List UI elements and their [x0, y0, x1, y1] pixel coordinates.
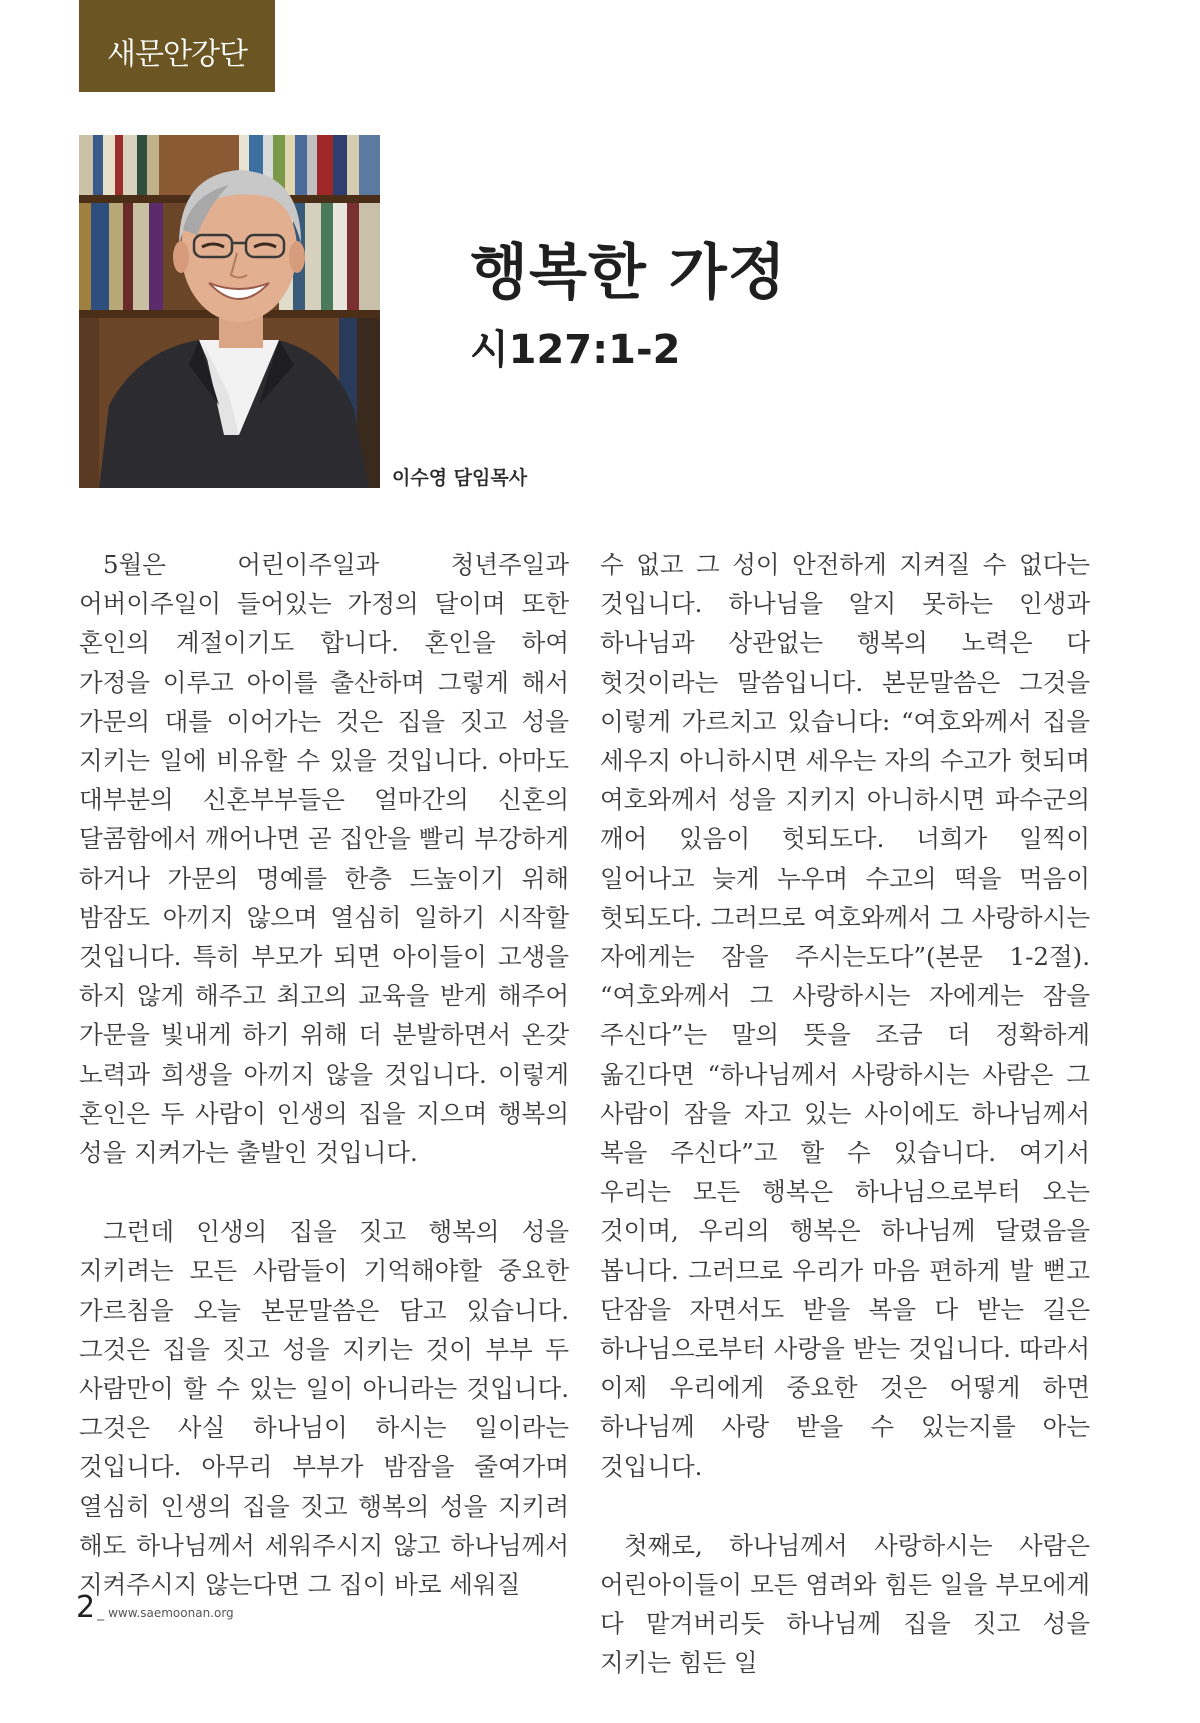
section-label: 새문안강단: [107, 37, 247, 72]
body-paragraph: 5월은 어린이주일과 청년주일과 어버이주일이 들어있는 가정의 달이며 또한 혼인의 계절이기도 합니다. 혼인을 하여 가정을 이루고 아이를 출산하며 그렇게 해서 가문의 대를 이어가는 것은 집을 짓고 성을 지키는 일에 비유할 수 있을 것입니다. 아마도 대부분의 신혼부부들은 얼마간의 신혼의 달콤함에서 깨어나면 곧 집안을 빨리 부강하게 하거나 가문의 명예를 한층 드높이기 위해 밤잠도 아끼지 않으며 열심히 일하기 시작할 것입니다. 특히 부모가 되면 아이들이 고생을 하지 않게 해주고 최고의 교육을 받게 해주어 가문을 빛내게 하기 위해 더 분발하면서 온갖 노력과 희생을 아끼지 않을 것입니다. 이렇게 혼인은 두 사람이 인생의 집을 지으며 행복의 성을 지켜가는 출발인 것입니다.: [79, 550, 569, 1168]
section-tab: [79, 0, 275, 92]
scripture-reference: 시127:1-2: [470, 327, 681, 373]
footer-separator: _: [97, 1605, 105, 1621]
body-column-right: [600, 545, 1090, 1723]
body-paragraph: 그런데 인생의 집을 짓고 행복의 성을 지키려는 모든 사람들이 기억해야할 중요한 가르침을 오늘 본문말씀은 담고 있습니다. 그것은 집을 짓고 성을 지키는 것이 부부 두 사람만이 할 수 있는 일이 아니라는 것입니다. 그것은 사실 하나님이 하시는 일이라는 것입니다. 아무리 부부가 밤잠을 줄여가며 열심히 인생의 집을 짓고 행복의 성을 지키려 해도 하나님께서 세워주시지 않고 하나님께서 지켜주시지 않는다면 그 집이 바로 세워질: [79, 1217, 569, 1600]
website-url: www.saemoonan.org: [108, 1606, 234, 1620]
body-column-left: [79, 545, 569, 1644]
pastor-photo: [79, 135, 380, 488]
body-paragraph: 수 없고 그 성이 안전하게 지켜질 수 없다는 것입니다. 하나님을 알지 못하는 인생과 하나님과 상관없는 행복의 노력은 다 헛것이라는 말씀입니다. 본문말씀은 그것을 이렇게 가르치고 있습니다: “여호와께서 집을 세우지 아니하시면 세우는 자의 수고가 헛되며 여호와께서 성을 지키지 아니하시면 파수군의 깨어 있음이 헛되도다. 너희가 일찍이 일어나고 늦게 누우며 수고의 떡을 먹음이 헛되도다. 그러므로 여호와께서 그 사랑하시는 자에게는 잠을 주시는도다”(본문 1-2절). “여호와께서 그 사랑하시는 자에게는 잠을 주신다”는 말의 뜻을 조금 더 정확하게 옮긴다면 “하나님께서 사랑하시는 사람은 그 사람이 잠을 자고 있는 사이에도 하나님께서 복을 주신다”고 할 수 있습니다. 여기서 우리는 모든 행복은 하나님으로부터 오는 것이며, 우리의 행복은 하나님께 달렸음을 봅니다. 그러므로 우리가 마음 편하게 발 뻗고 단잠을 자면서도 받을 복을 다 받는 길은 하나님으로부터 사랑을 받는 것입니다. 따라서 이제 우리에게 중요한 것은 어떻게 하면 하나님께 사랑 받을 수 있는지를 아는 것입니다.: [600, 550, 1090, 1481]
body-paragraph: 첫째로, 하나님께서 사랑하시는 사람은 어린아이들이 모든 염려와 힘든 일을 부모에게 다 맡겨버리듯 하나님께 집을 짓고 성을 지키는 힘든 일: [600, 1530, 1090, 1678]
sermon-title: 행복한 가정: [470, 238, 787, 308]
page-number: 2: [76, 1590, 96, 1625]
page-footer: [76, 1590, 234, 1625]
author-name: 이수영 담임목사: [392, 467, 528, 489]
